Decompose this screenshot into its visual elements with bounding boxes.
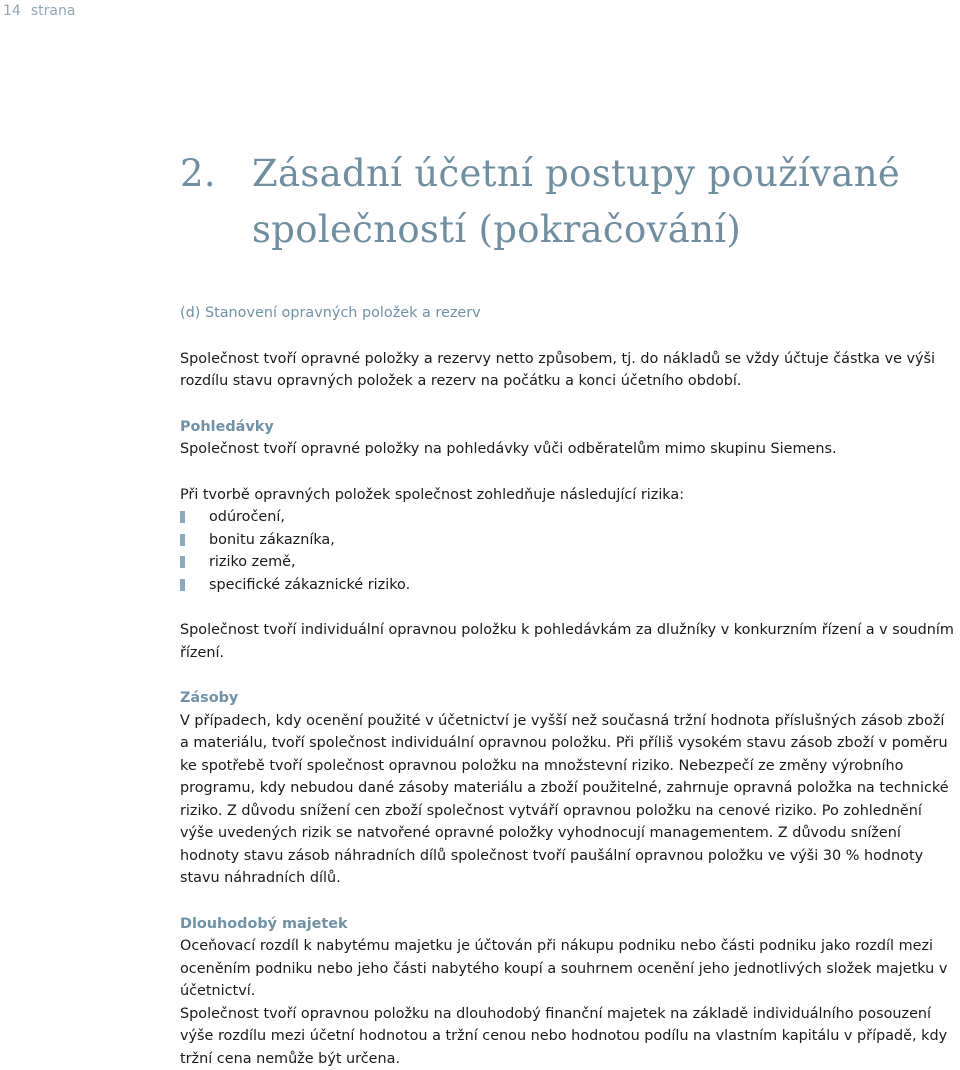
inventory-text: V případech, kdy ocenění použité v účetnictví je vyšší než současná tržní hodnota příslušných zásob zboží a materiálu, tvoří společnost individuální opravnou položku. Při příliš vysokém stavu zásob zboží v poměru ke spotřebě tvoří společnost opravnou položku na množstevní riziko. Nebezpečí ze změny výrobního programu, kdy nebudou dané zásoby materiálu a zboží použitelné, zahrnuje opravná položka na technické riziko. Z důvodu snížení cen zboží společnost vytváří opravnou položku na cenové riziko. Po zohlednění výše uvedených rizik se natvořené opravné položky vyhodnocují managementem. Z důvodu snížení hodnoty stavu zásob náhradních dílů společnost tvoří paušální opravnou položku ve výši 30 % hodnoty stavu náhradních dílů. (180, 710, 955, 890)
section-d-intro: Společnost tvoří opravné položky a rezervy netto způsobem, tj. do nákladů se vždy účtuje částka ve výši rozdílu stavu opravných položek a rezerv na počátku a konci účetního období. (180, 348, 955, 393)
receivables-individual-text: Společnost tvoří individuální opravnou položku k pohledávkám za dlužníky v konkurzním řízení a v soudním řízení. (180, 619, 955, 664)
document-body (180, 302, 955, 1070)
bullet-marker (180, 534, 185, 546)
page-label: strana (31, 3, 76, 19)
list-item: bonitu zákazníka, (180, 529, 955, 552)
risks-intro: Při tvorbě opravných položek společnost zohledňuje následující rizika: (180, 484, 955, 507)
long-term-assets-text-2: Společnost tvoří opravnou položku na dlouhodobý finanční majetek na základě individuálního posouzení výše rozdílu mezi účetní hodnotou a tržní cenou nebo hodnotou podílu na vlastním kapitálu v případě, kdy tržní cena nemůže být určena. (180, 1003, 955, 1070)
title-text: Zásadní účetní postupy používané společností (pokračování) (180, 146, 958, 258)
page-title (180, 146, 958, 258)
bullet-marker (180, 556, 185, 568)
long-term-assets-text-1: Oceňovací rozdíl k nabytému majetku je účtován při nákupu podniku nebo části podniku jako rozdíl mezi oceněním podniku nebo jeho části nabytého koupí a souhrnem ocenění jeho jednotlivých složek majetku v účetnictví. (180, 935, 955, 1003)
section-d-heading: (d) Stanovení opravných položek a rezerv (180, 302, 955, 325)
list-item: riziko země, (180, 551, 955, 574)
list-item: odúročení, (180, 506, 955, 529)
bullet-marker (180, 579, 185, 591)
page-header (3, 2, 75, 20)
risks-list (180, 506, 955, 596)
bullet-marker (180, 511, 185, 523)
inventory-heading: Zásoby (180, 687, 955, 710)
list-item: specifické zákaznické riziko. (180, 574, 955, 597)
receivables-heading: Pohledávky (180, 416, 955, 439)
page-number: 14 (3, 3, 21, 19)
long-term-assets-heading: Dlouhodobý majetek (180, 913, 955, 936)
title-number: 2. (180, 146, 216, 202)
receivables-text: Společnost tvoří opravné položky na pohledávky vůči odběratelům mimo skupinu Siemens. (180, 438, 955, 461)
